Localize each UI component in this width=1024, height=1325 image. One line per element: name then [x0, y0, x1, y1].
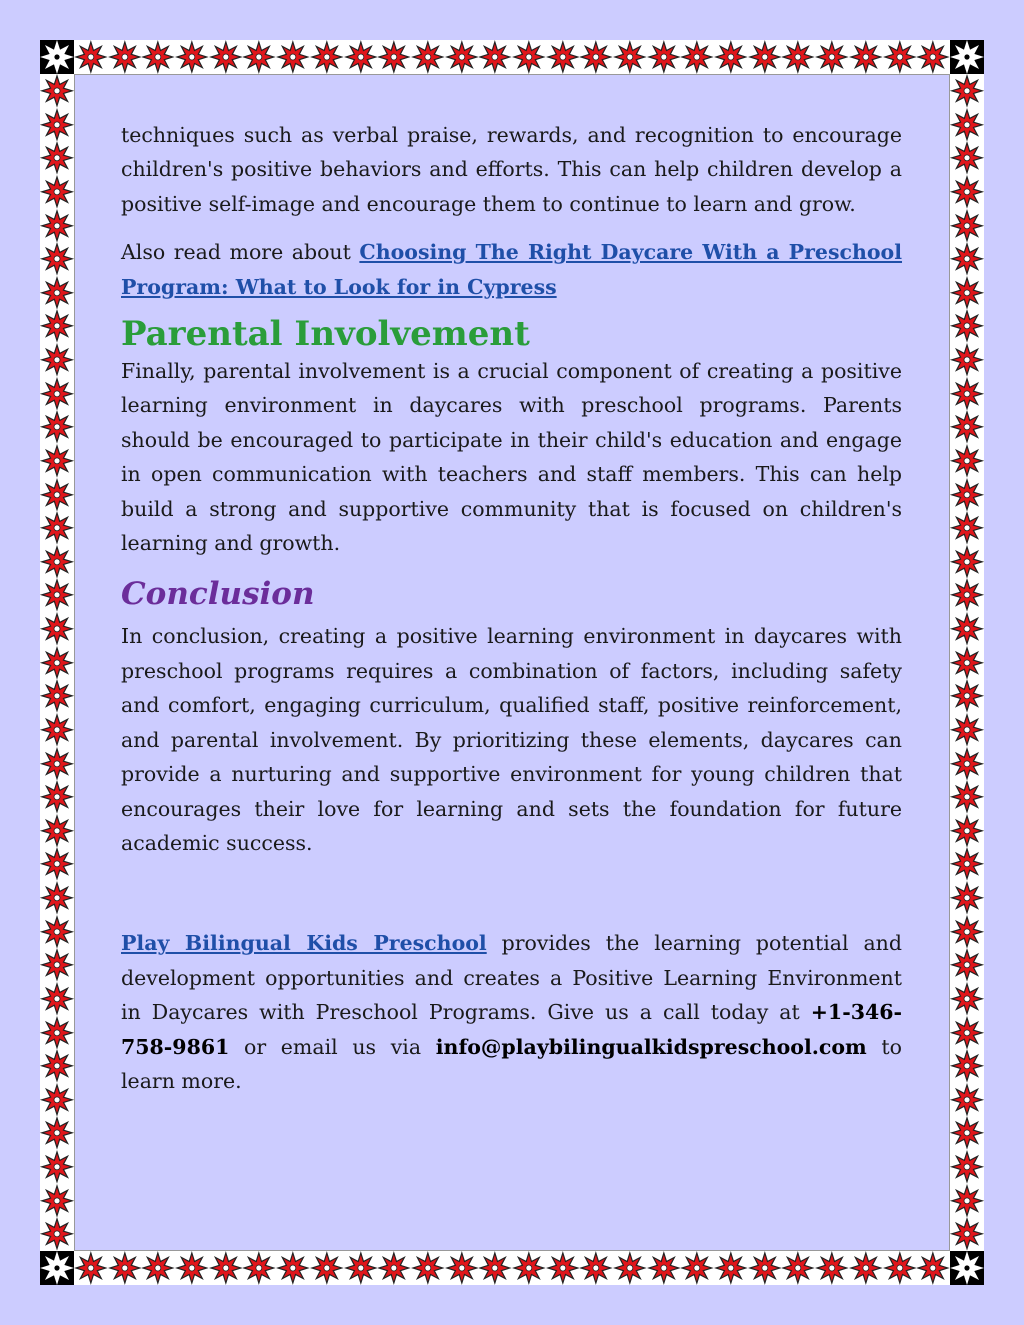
red-star-icon: [40, 309, 74, 343]
daycare-article-link[interactable]: Choosing The Right Daycare With a Preschool Program: What to Look for in Cypress: [121, 240, 903, 299]
red-star-icon: [108, 40, 142, 74]
corner-star-shape: [40, 1251, 74, 1285]
phone-number: +1-346-758-9861: [121, 1000, 902, 1059]
red-star-icon: [40, 242, 74, 276]
red-star-icon: [344, 40, 378, 74]
red-star-icon: [950, 679, 984, 713]
cta-paragraph: [121, 926, 902, 1098]
red-star-icon: [40, 377, 74, 411]
red-star-icon: [647, 1251, 681, 1285]
red-star-icon: [950, 646, 984, 680]
red-star-icon: [883, 1251, 917, 1285]
red-star-icon: [40, 74, 74, 108]
red-star-icon: [950, 780, 984, 814]
red-star-icon: [40, 747, 74, 781]
red-star-icon: [680, 40, 714, 74]
red-star-icon: [40, 679, 74, 713]
red-star-icon: [40, 545, 74, 579]
red-star-icon: [175, 40, 209, 74]
red-star-icon: [242, 40, 276, 74]
red-star-icon: [40, 982, 74, 1016]
red-star-icon: [141, 40, 175, 74]
conclusion-paragraph: In conclusion, creating a positive learning environment in daycares with preschool programs requires a combination of factors, including safety and comfort, engaging curriculum, qualified staff, positive reinforcement, and parental involvement. By prioritizing these elements, daycares can provide a nurturing and supportive environment for young children that encourages their love for learning and sets the foundation for future academic success.: [121, 624, 902, 855]
red-star-icon: [40, 646, 74, 680]
red-star-icon: [40, 343, 74, 377]
red-star-icon: [141, 1251, 175, 1285]
red-star-icon: [950, 1184, 984, 1218]
red-star-icon: [950, 74, 984, 108]
cta-text-3: to learn more.: [121, 1034, 902, 1093]
red-star-icon: [40, 108, 74, 142]
red-star-icon: [40, 915, 74, 949]
cta-text-2: or email us via: [229, 1034, 436, 1059]
red-star-icon: [613, 40, 647, 74]
red-star-icon: [950, 444, 984, 478]
red-star-icon: [40, 209, 74, 243]
red-star-icon: [40, 1083, 74, 1117]
red-star-icon: [40, 847, 74, 881]
red-star-icon: [950, 612, 984, 646]
border-left: [40, 74, 75, 1251]
red-star-icon: [950, 1150, 984, 1184]
red-star-icon: [40, 948, 74, 982]
red-star-icon: [40, 1150, 74, 1184]
red-star-icon: [40, 1049, 74, 1083]
red-star-icon: [647, 40, 681, 74]
red-star-icon: [478, 1251, 512, 1285]
red-star-icon: [950, 847, 984, 881]
corner-star-icon: [40, 1251, 74, 1285]
red-star-icon: [40, 478, 74, 512]
red-star-icon: [950, 814, 984, 848]
red-star-icon: [916, 40, 950, 74]
red-star-icon: [950, 276, 984, 310]
red-star-icon: [40, 141, 74, 175]
email-address: info@playbilingualkidspreschool.com: [435, 1034, 867, 1059]
red-star-icon: [40, 1116, 74, 1150]
red-star-icon: [950, 1083, 984, 1117]
red-star-icon: [950, 343, 984, 377]
red-star-icon: [40, 1217, 74, 1251]
red-star-icon: [613, 1251, 647, 1285]
red-star-icon: [916, 1251, 950, 1285]
conclusion-heading: Conclusion: [121, 576, 315, 613]
red-star-icon: [40, 1184, 74, 1218]
red-star-icon: [74, 1251, 108, 1285]
border-right: [949, 74, 984, 1251]
red-star-icon: [950, 713, 984, 747]
red-star-icon: [546, 40, 580, 74]
red-star-icon: [377, 40, 411, 74]
red-star-icon: [276, 1251, 310, 1285]
red-star-icon: [950, 511, 984, 545]
red-star-icon: [950, 108, 984, 142]
red-star-icon: [950, 209, 984, 243]
red-star-icon: [411, 1251, 445, 1285]
intro-paragraph: techniques such as verbal praise, rewards, and recognition to encourage children's positive behaviors and efforts. This can help children develop a positive self-image and encourage them to continue to learn and grow.: [121, 123, 902, 216]
red-star-icon: [680, 1251, 714, 1285]
red-star-icon: [950, 478, 984, 512]
corner-star-icon: [40, 40, 74, 74]
red-star-icon: [815, 40, 849, 74]
red-star-icon: [40, 780, 74, 814]
red-star-icon: [40, 578, 74, 612]
red-star-icon: [310, 1251, 344, 1285]
red-star-icon: [781, 1251, 815, 1285]
page-content: [121, 118, 902, 1098]
red-star-icon: [40, 444, 74, 478]
red-star-icon: [748, 1251, 782, 1285]
red-star-icon: [748, 40, 782, 74]
red-star-icon: [950, 1016, 984, 1050]
corner-star-shape: [950, 1251, 984, 1285]
red-star-icon: [377, 1251, 411, 1285]
red-star-icon: [74, 40, 108, 74]
border-top: [74, 40, 950, 75]
red-star-icon: [950, 747, 984, 781]
red-star-icon: [950, 915, 984, 949]
red-star-icon: [950, 545, 984, 579]
red-star-icon: [950, 410, 984, 444]
red-star-icon: [445, 40, 479, 74]
red-star-icon: [714, 40, 748, 74]
preschool-link[interactable]: Play Bilingual Kids Preschool: [121, 931, 487, 956]
corner-star-icon: [950, 40, 984, 74]
red-star-icon: [242, 1251, 276, 1285]
red-star-icon: [209, 40, 243, 74]
red-star-icon: [950, 377, 984, 411]
red-star-icon: [209, 1251, 243, 1285]
red-star-icon: [310, 40, 344, 74]
corner-star-shape: [950, 40, 984, 74]
red-star-icon: [950, 578, 984, 612]
red-star-icon: [40, 881, 74, 915]
red-star-icon: [40, 276, 74, 310]
corner-star-shape: [40, 40, 74, 74]
red-star-icon: [344, 1251, 378, 1285]
red-star-icon: [512, 1251, 546, 1285]
border-bottom: [74, 1250, 950, 1285]
red-star-icon: [40, 410, 74, 444]
red-star-icon: [579, 1251, 613, 1285]
also-read-prefix: Also read more about: [121, 240, 360, 265]
red-star-icon: [108, 1251, 142, 1285]
red-star-icon: [950, 948, 984, 982]
red-star-icon: [579, 40, 613, 74]
red-star-icon: [950, 881, 984, 915]
red-star-icon: [445, 1251, 479, 1285]
red-star-icon: [411, 40, 445, 74]
cta-text-1: provides the learning potential and development opportunities and creates a Positive Learning Environment in Daycares with Preschool Programs. Give us a call today at: [121, 931, 902, 1025]
red-star-icon: [950, 1116, 984, 1150]
red-star-icon: [950, 982, 984, 1016]
parental-involvement-paragraph: Finally, parental involvement is a crucial component of creating a positive learning environment in daycares with preschool programs. Parents should be encouraged to participate in their child's education and engage in open communication with teachers and staff members. This can help build a strong and supportive community that is focused on children's learning and growth.: [121, 359, 902, 556]
red-star-icon: [849, 40, 883, 74]
also-read-paragraph: [121, 235, 902, 304]
red-star-icon: [950, 175, 984, 209]
parental-involvement-heading: Parental Involvement: [121, 314, 530, 355]
red-star-icon: [512, 40, 546, 74]
red-star-icon: [175, 1251, 209, 1285]
red-star-icon: [40, 713, 74, 747]
red-star-icon: [950, 1217, 984, 1251]
red-star-icon: [883, 40, 917, 74]
red-star-icon: [276, 40, 310, 74]
red-star-icon: [781, 40, 815, 74]
red-star-icon: [40, 612, 74, 646]
corner-star-icon: [950, 1251, 984, 1285]
red-star-icon: [40, 511, 74, 545]
red-star-icon: [40, 1016, 74, 1050]
red-star-icon: [478, 40, 512, 74]
red-star-icon: [40, 175, 74, 209]
red-star-icon: [950, 141, 984, 175]
red-star-icon: [546, 1251, 580, 1285]
red-star-icon: [950, 309, 984, 343]
red-star-icon: [849, 1251, 883, 1285]
red-star-icon: [714, 1251, 748, 1285]
red-star-icon: [40, 814, 74, 848]
red-star-icon: [815, 1251, 849, 1285]
red-star-icon: [950, 1049, 984, 1083]
red-star-icon: [950, 242, 984, 276]
